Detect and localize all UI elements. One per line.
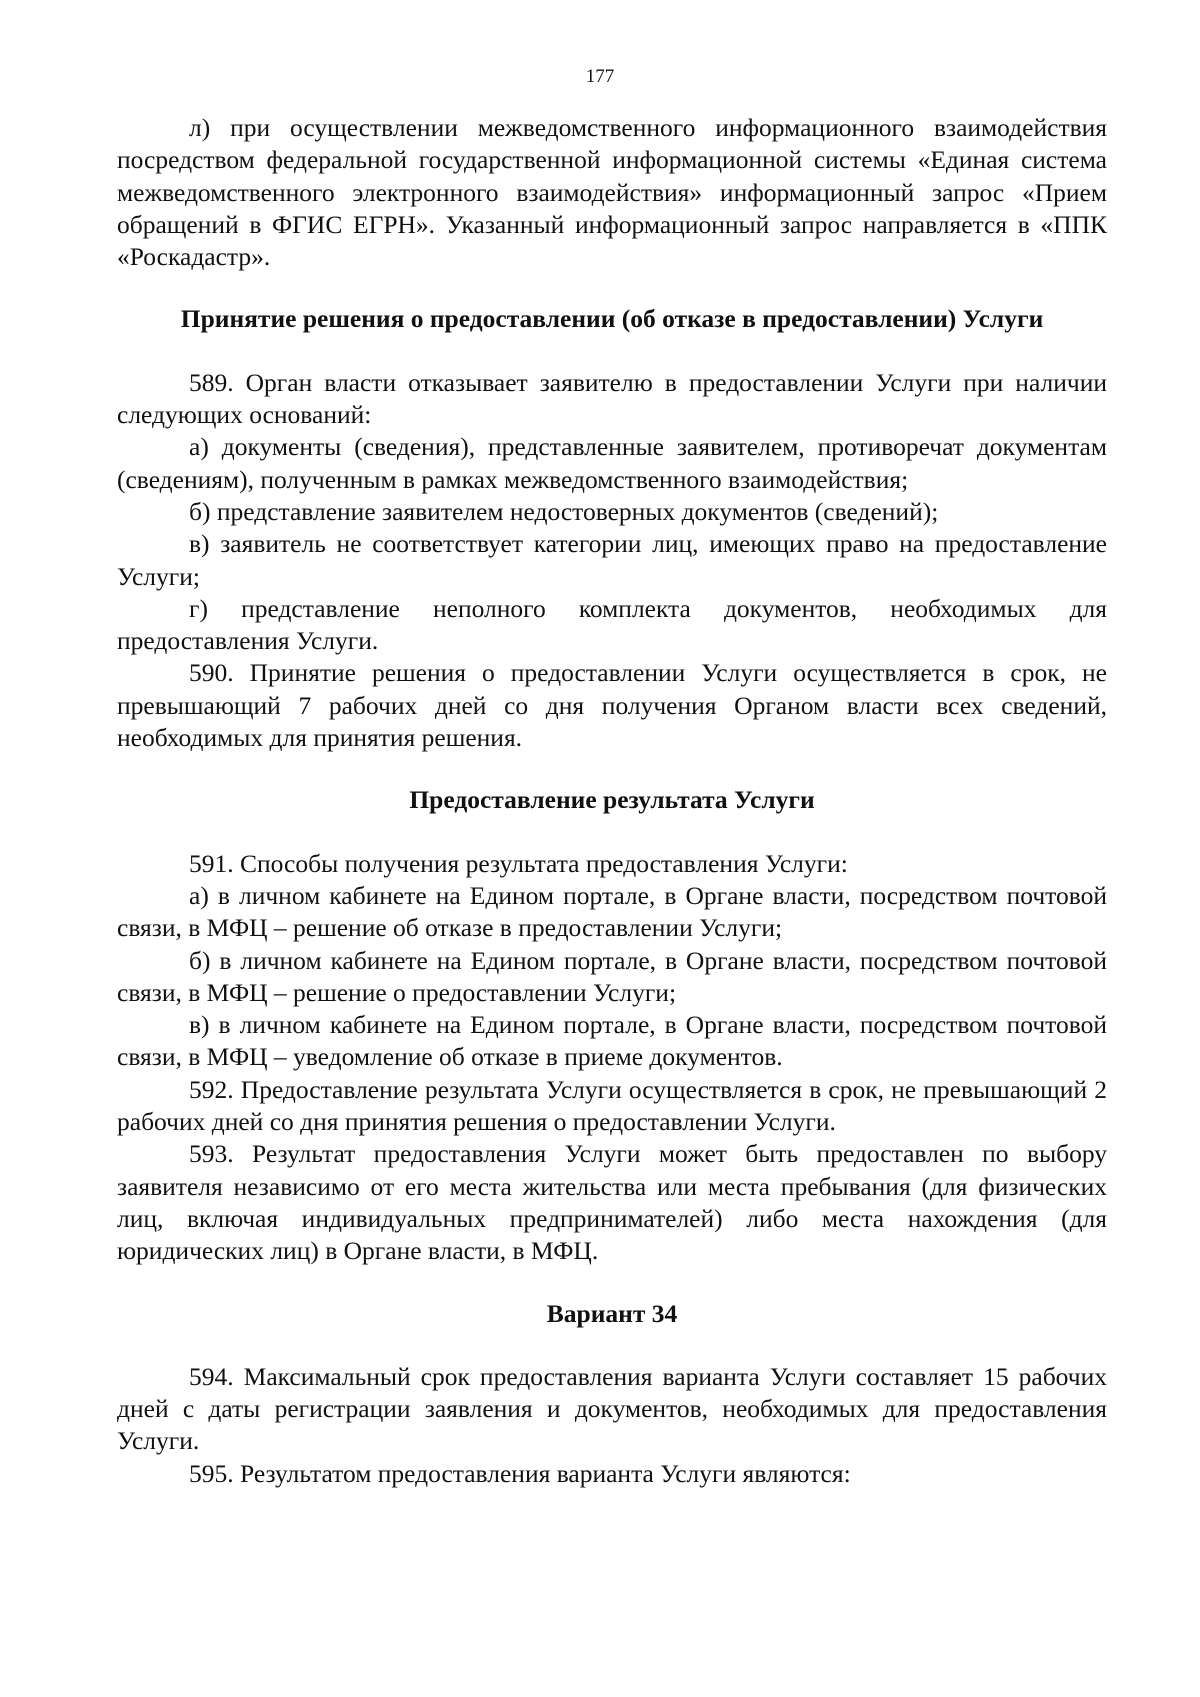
paragraph-589: 589. Орган власти отказывает заявителю в предоставлении Услуги при наличии следующих оснований:	[117, 367, 1107, 430]
paragraph-589-b: б) представление заявителем недостоверных документов (сведений);	[189, 496, 939, 526]
paragraph-l-interagency-request: л) при осуществлении межведомственного информационного взаимодействия посредством федеральной государственной информационной системы «Единая система межведомственного электронного взаимодействия» информационный запрос «Прием обращений в ФГИС ЕГРН». Указанный информационный запрос направляется в «ППК «Роскадастр».	[117, 113, 1107, 272]
paragraph-594: 594. Максимальный срок предоставления варианта Услуги составляет 15 рабочих дней с даты регистрации заявления и документов, необходимых для предоставления Услуги.	[117, 1361, 1107, 1456]
paragraph-589-v: в) заявитель не соответствует категории лиц, имеющих право на предоставление Услуги;	[117, 529, 1107, 591]
paragraph-589-a: а) документы (сведения), представленные заявителем, противоречат документам (сведениям), полученным в рамках межведомственного взаимодействия;	[117, 432, 1107, 494]
paragraph-595: 595. Результатом предоставления варианта Услуги являются:	[189, 1458, 851, 1488]
paragraph-591-a: а) в личном кабинете на Едином портале, в Органе власти, посредством почтовой связи, в МФЦ – решение об отказе в предоставлении Услуги;	[117, 880, 1107, 943]
document-body	[117, 112, 1107, 1490]
paragraph-592: 592. Предоставление результата Услуги осуществляется в срок, не превышающий 2 рабочих дней со дня принятия решения о предоставлении Услуги.	[117, 1074, 1107, 1137]
paragraph-591-b: б) в личном кабинете на Едином портале, в Органе власти, посредством почтовой связи, в МФЦ – решение о предоставлении Услуги;	[117, 945, 1107, 1007]
paragraph-589-g: г) представление неполного комплекта документов, необходимых для предоставления Услуги.	[117, 593, 1107, 656]
heading-decision: Принятие решения о предоставлении (об отказе в предоставлении) Услуги	[180, 304, 1044, 334]
paragraph-593: 593. Результат предоставления Услуги может быть предоставлен по выбору заявителя независимо от его места жительства или места пребывания (для физических лиц, включая индивидуальных предпринимателей) либо места нахождения (для юридических лиц) в Органе власти, в МФЦ.	[117, 1139, 1107, 1266]
paragraph-591: 591. Способы получения результата предоставления Услуги:	[189, 848, 848, 878]
heading-variant-34: Вариант 34	[546, 1298, 678, 1328]
paragraph-590: 590. Принятие решения о предоставлении Услуги осуществляется в срок, не превышающий 7 рабочих дней со дня получения Органом власти всех сведений, необходимых для принятия решения.	[117, 658, 1107, 753]
page-number: 177	[585, 66, 615, 87]
heading-result-provision: Предоставление результата Услуги	[409, 785, 815, 815]
paragraph-591-v: в) в личном кабинете на Едином портале, в Органе власти, посредством почтовой связи, в МФЦ – уведомление об отказе в приеме документов.	[117, 1010, 1107, 1072]
